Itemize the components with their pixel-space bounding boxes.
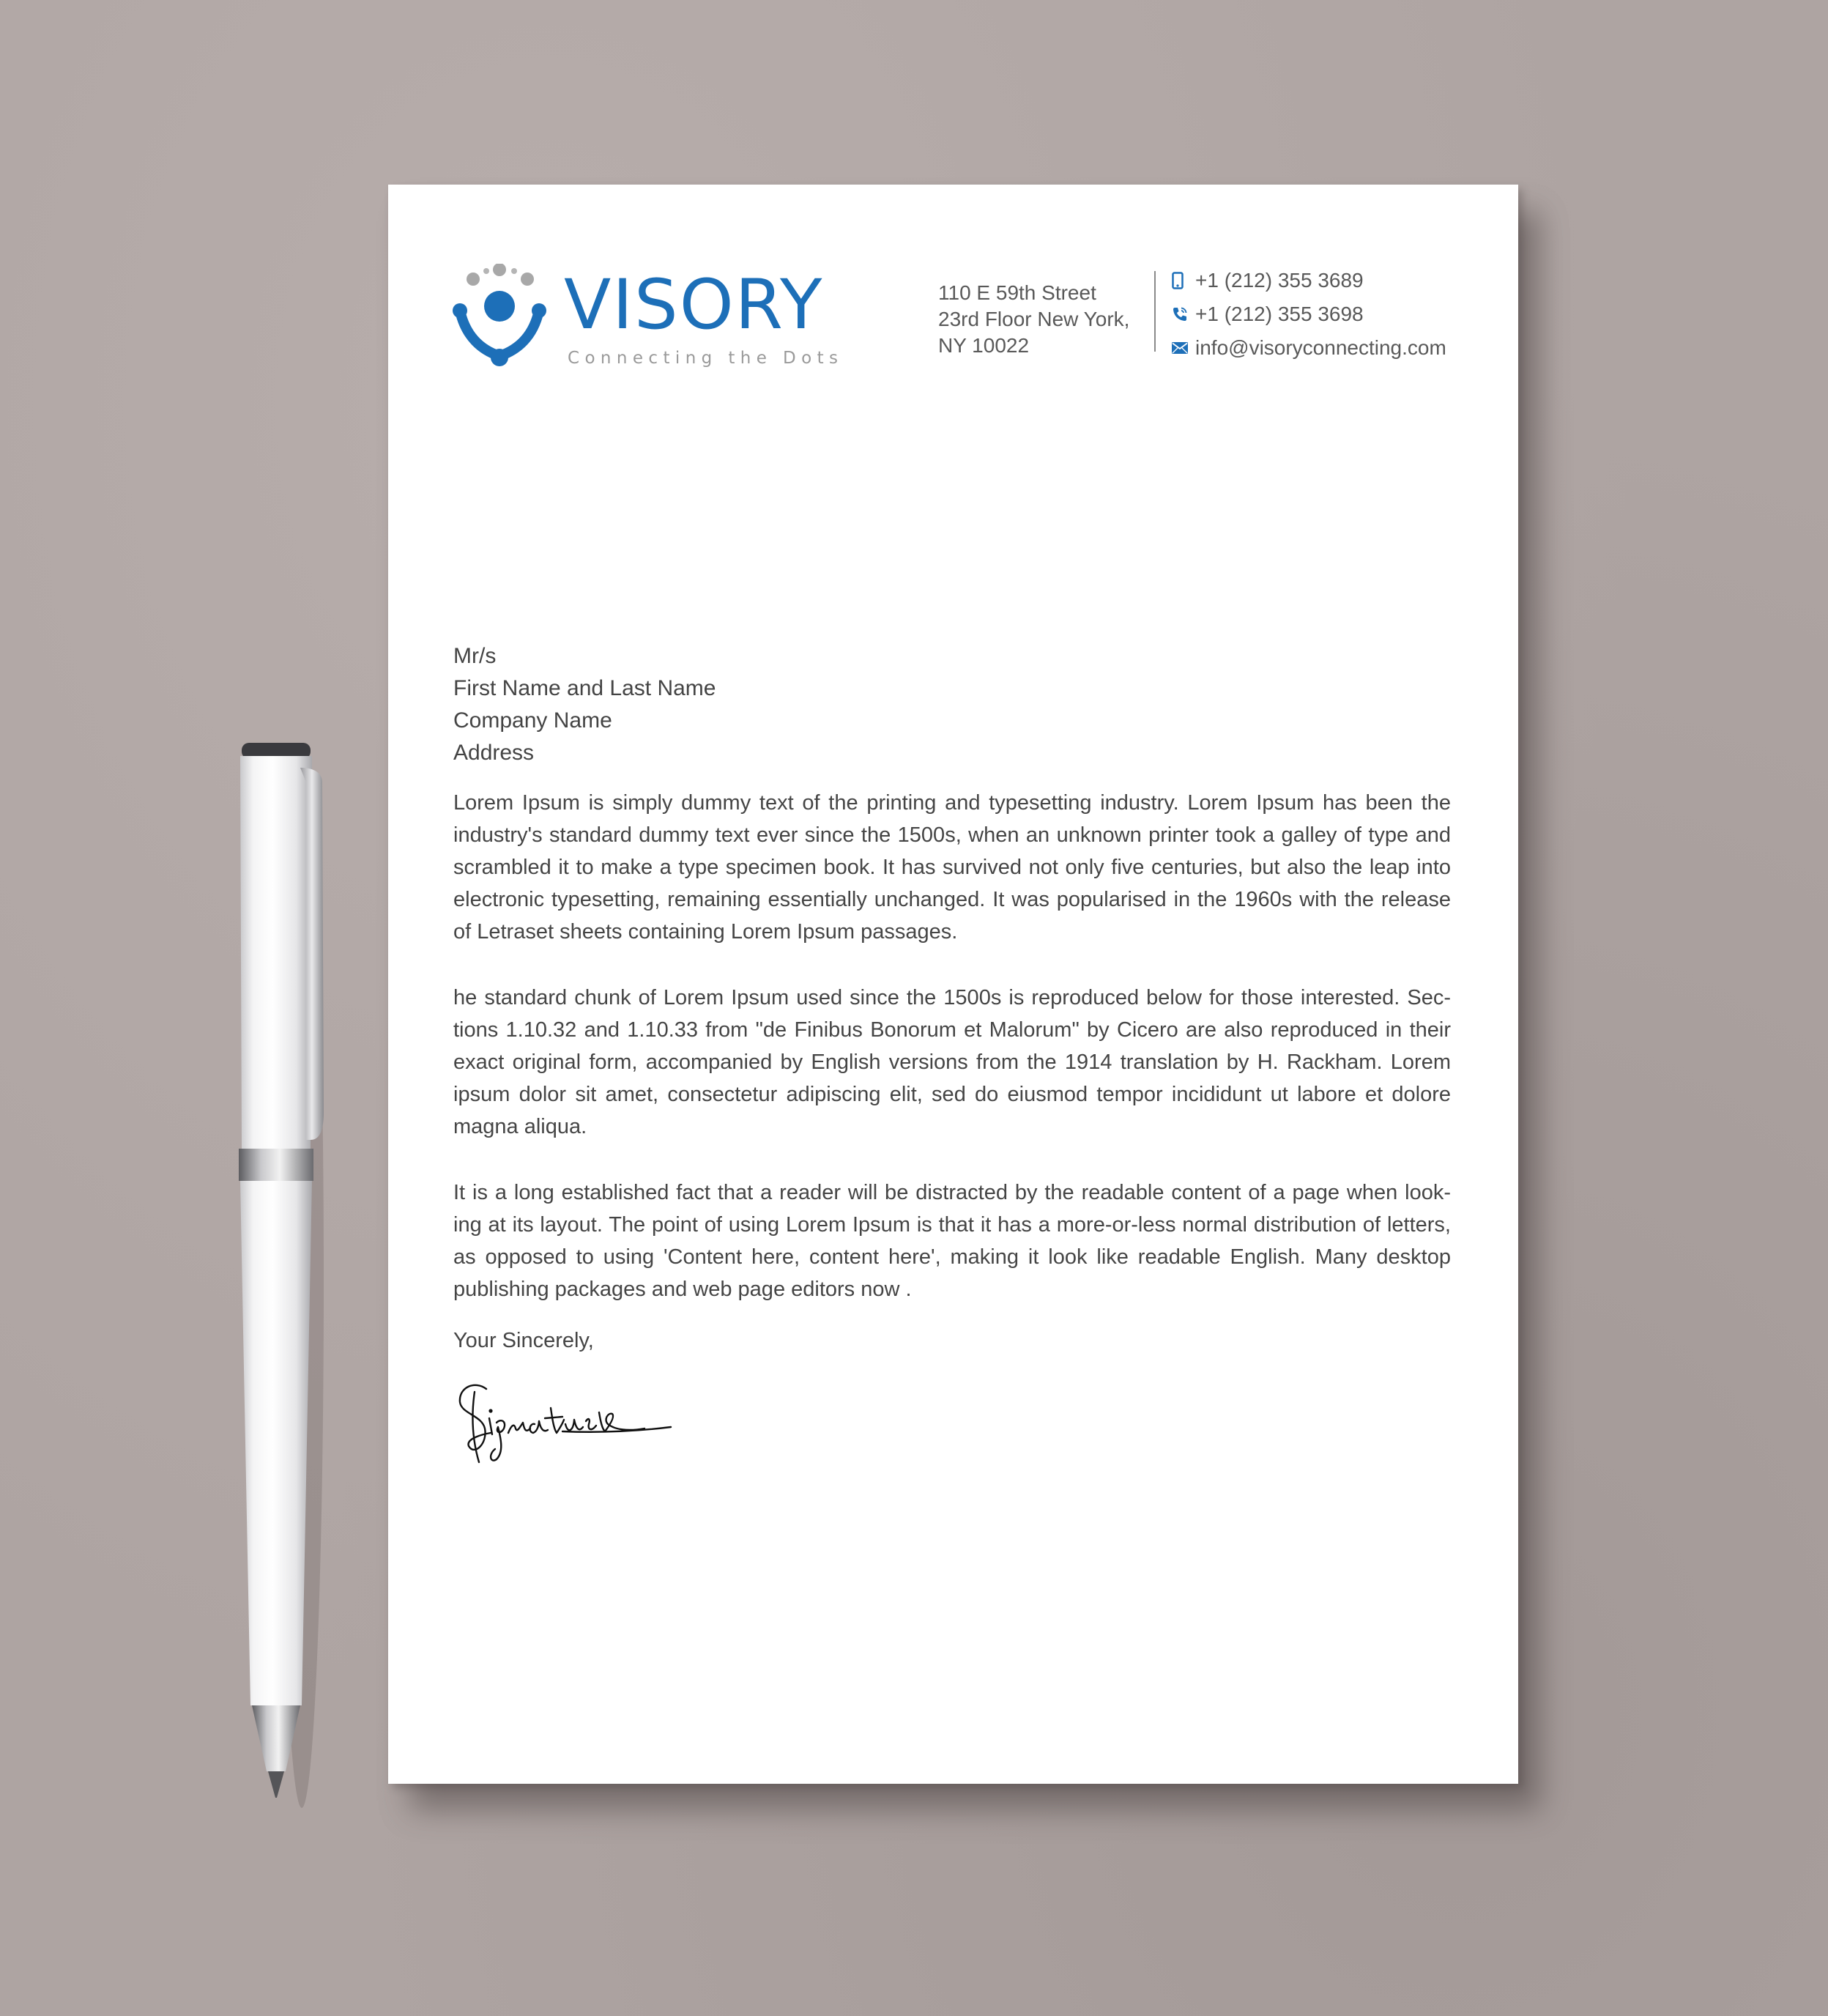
contact-phone-text[interactable]: +1 (212) 355 3698	[1195, 303, 1364, 325]
brand-tagline: Connecting the Dots	[568, 349, 844, 368]
brand-name: VISORY	[564, 265, 824, 345]
recipient-line: Company Name	[453, 708, 612, 733]
contact-mobile	[1172, 264, 1479, 297]
envelope-icon	[1172, 342, 1195, 354]
signature-graphic	[453, 1376, 672, 1471]
mobile-phone-icon	[1172, 272, 1195, 289]
body-paragraph: It is a long established fact that a reader will be distracted by the readable content of a page when look-ing at its layout. The point of using Lorem Ipsum is that it has a more-or-less normal distribution of letters, as opposed to using 'Content here, content here', making it look like readable English. Many desktop publishing packages and web page editors now .	[453, 1181, 1451, 1301]
letter-body	[453, 787, 1451, 1305]
address-line: NY 10022	[938, 334, 1030, 357]
recipient-line: First Name and Last Name	[453, 676, 716, 700]
recipient-line: Address	[453, 741, 535, 765]
recipient-block	[453, 640, 1039, 769]
body-paragraph: Lorem Ipsum is simply dummy text of the printing and typesetting industry. Lorem Ipsum has been the industry's standard dummy text ever since the 1500s, when an unknown printer took a galley of type and scrambled it to make a type specimen book. It has survived not only five centuries, but also the leap into electronic typesetting, remaining essentially unchanged. It was popularised in the 1960s with the release of Letraset sheets containing Lorem Ipsum passages.	[453, 791, 1451, 944]
body-paragraph: he standard chunk of Lorem Ipsum used since the 1500s is reproduced below for those interested. Sec-tions 1.10.32 and 1.10.33 from "de Finibus Bonorum et Malorum" by Cicero are also reproduced in their exact original form, accompanied by English versions from the 1914 translation by H. Rackham. Lorem ipsum dolor sit amet, consectetur adipiscing elit, sed do eiusmod tempor incididunt ut labore et dolore magna aliqua.	[453, 986, 1451, 1138]
closing-salutation: Your Sincerely,	[453, 1329, 594, 1352]
contact-mobile-text[interactable]: +1 (212) 355 3689	[1195, 269, 1364, 292]
header-divider	[1154, 271, 1156, 352]
contact-email-text[interactable]: info@visoryconnecting.com	[1195, 336, 1446, 359]
logo-mark-icon	[453, 264, 562, 381]
address-line: 23rd Floor New York,	[938, 308, 1130, 330]
address-line: 110 E 59th Street	[938, 281, 1096, 304]
letterhead-paper	[388, 185, 1518, 1784]
telephone-icon	[1172, 306, 1195, 322]
company-address	[938, 280, 1151, 359]
signature	[453, 1376, 672, 1475]
contact-email	[1172, 331, 1479, 365]
pen-image	[220, 738, 337, 1808]
company-logo	[453, 264, 848, 381]
recipient-line: Mr/s	[453, 644, 497, 668]
contact-phone	[1172, 297, 1479, 331]
contact-list	[1172, 264, 1479, 365]
